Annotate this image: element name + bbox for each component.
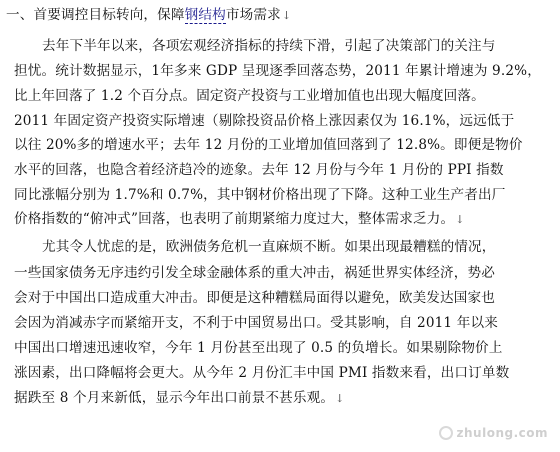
paragraph-line: 比上年回落了 1.2 个百分点。固定资产投资与工业增加值也出现大幅度回落。 — [14, 88, 485, 104]
heading-prefix: 一、首要调控目标转向，保障 — [6, 7, 185, 23]
paragraph-line: 涨因素，出口降幅将会更大。从今年 2 月份汇丰中国 PMI 指数来看，出口订单数 — [14, 365, 510, 381]
paragraph-line: 会对于中国出口造成重大冲击。即便是这种糟糕局面得以避免，欧美发达国家也 — [14, 290, 496, 306]
paragraph-mark-icon: ↓ — [281, 9, 292, 22]
steel-structure-link[interactable]: 钢结构 — [184, 7, 226, 23]
paragraph-line: 中国出口增速迅速收窄，今年 1 月份甚至出现了 0.5 的负增长。如果剔除物价上 — [14, 340, 503, 356]
paragraph-line: 去年下半年以来，各项宏观经济指标的持续下滑，引起了决策部门的关注与 — [42, 38, 496, 54]
paragraph-line: 2011 年固定资产投资实际增速（剔除投资品价格上涨因素仅为 16.1%，远远低于 — [14, 113, 515, 129]
watermark-logo-icon — [439, 426, 453, 440]
watermark — [439, 426, 548, 441]
paragraph-line: 水平的回落，也隐含着经济趋冷的迹象。去年 12 月份与今年 1 月份的 PPI 指数 — [14, 162, 504, 178]
paragraph-line: 同比涨幅分别为 1.7%和 0.7%，其中钢材价格出现了下降。这种工业生产者出厂 — [14, 187, 506, 203]
paragraph-line: 以往 20%多的增速水平；去年 12 月份的工业增加值回落到了 12.8%。即便是物价 — [14, 137, 523, 153]
watermark-text: zhulong.com — [456, 425, 548, 440]
paragraph-mark-icon: ↓ — [455, 213, 465, 226]
paragraph-line — [14, 210, 465, 229]
paragraph-line: 会因为消减赤字而紧缩开支，不利于中国贸易出口。受其影响，自 2011 年以来 — [14, 315, 498, 331]
section-heading — [6, 6, 291, 25]
heading-suffix: 市场需求 — [225, 7, 281, 23]
paragraph-line: 担忧。统计数据显示，1年多来 GDP 呈现逐季回落态势，2011 年累计增速为 9.2%， — [14, 63, 541, 79]
paragraph-mark-icon: ↓ — [335, 392, 345, 405]
paragraph-line — [14, 389, 344, 408]
paragraph-line: 尤其令人忧虑的是，欧洲债务危机一直麻烦不断。如果出现最糟糕的情况， — [42, 239, 496, 255]
paragraph-line-text: 价格指数的“俯冲式”回落，也表明了前期紧缩力度过大，整体需求乏力。 — [14, 211, 455, 227]
paragraph-line: 一些国家债务无序违约引发全球金融体系的重大冲击，祸延世界实体经济，势必 — [14, 265, 496, 281]
paragraph-line-text: 据跌至 8 个月来新低，显示今年出口前景不甚乐观。 — [14, 390, 335, 406]
